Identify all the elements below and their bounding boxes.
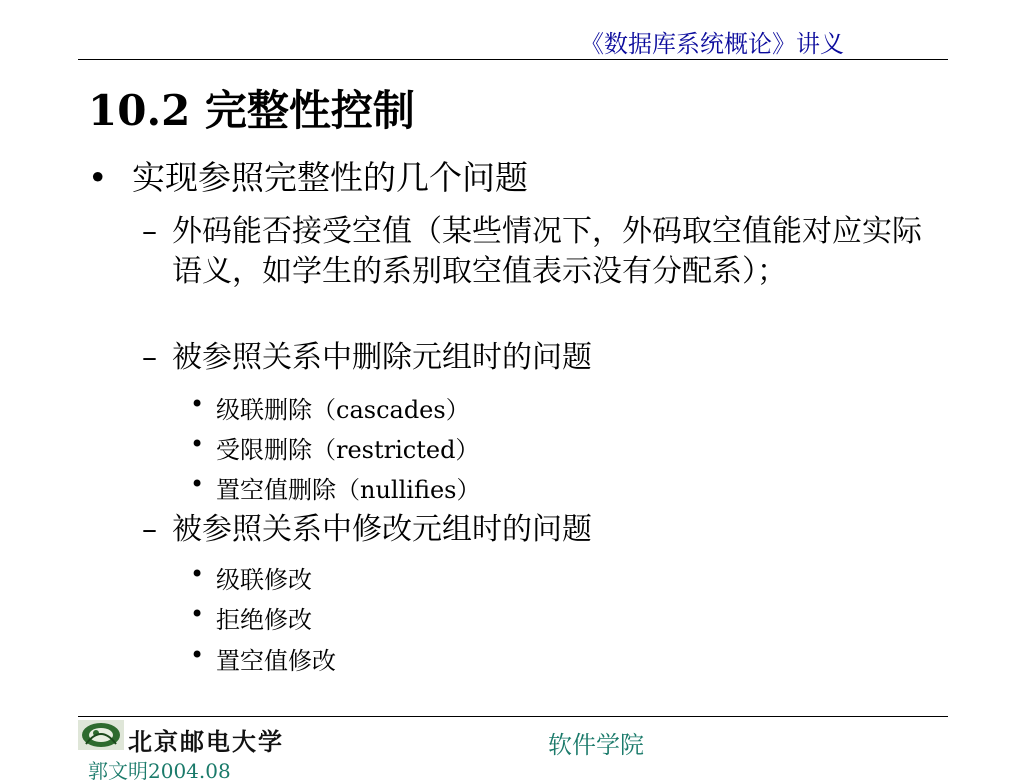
- footer-author: 郭文明2004.08: [88, 759, 231, 783]
- dash-marker: –: [142, 512, 157, 547]
- header-title: 《数据库系统概论》讲义: [580, 30, 844, 58]
- main-bullet-text: 实现参照完整性的几个问题: [131, 158, 528, 197]
- bullet-marker: •: [190, 600, 205, 628]
- list-item-text: 受限删除（restricted）: [216, 436, 480, 464]
- slide-title: 10.2 完整性控制: [88, 86, 415, 135]
- footer-divider: [78, 716, 948, 717]
- bullet-marker: •: [190, 560, 205, 588]
- sub-item-text: 被参照关系中删除元组时的问题: [172, 340, 592, 375]
- bullet-marker: •: [190, 390, 205, 418]
- university-logo: [78, 718, 318, 756]
- university-emblem-icon: [78, 720, 124, 750]
- list-item-text: 级联修改: [216, 566, 312, 594]
- list-item-text: 置空值删除（nullifies）: [216, 476, 481, 504]
- list-item-text: 级联删除（cascades）: [216, 396, 470, 424]
- dash-marker: –: [142, 214, 157, 249]
- header-divider: [78, 59, 948, 60]
- list-item-text: 拒绝修改: [216, 606, 312, 634]
- sub-item-text: 被参照关系中修改元组时的问题: [172, 512, 592, 547]
- main-bullet: [88, 152, 528, 199]
- list-item-text: 置空值修改: [216, 647, 336, 675]
- dash-marker: –: [142, 340, 157, 375]
- bullet-marker: •: [88, 158, 108, 197]
- sub-item-text: 外码能否接受空值（某些情况下，外码取空值能对应实际语义，如学生的系别取空值表示没有分配系）；: [172, 214, 922, 289]
- bullet-marker: •: [190, 470, 205, 498]
- footer-department: 软件学院: [548, 731, 644, 759]
- bullet-marker: •: [190, 641, 205, 669]
- bullet-marker: •: [190, 430, 205, 458]
- logo-text: 北京邮电大学: [128, 727, 284, 756]
